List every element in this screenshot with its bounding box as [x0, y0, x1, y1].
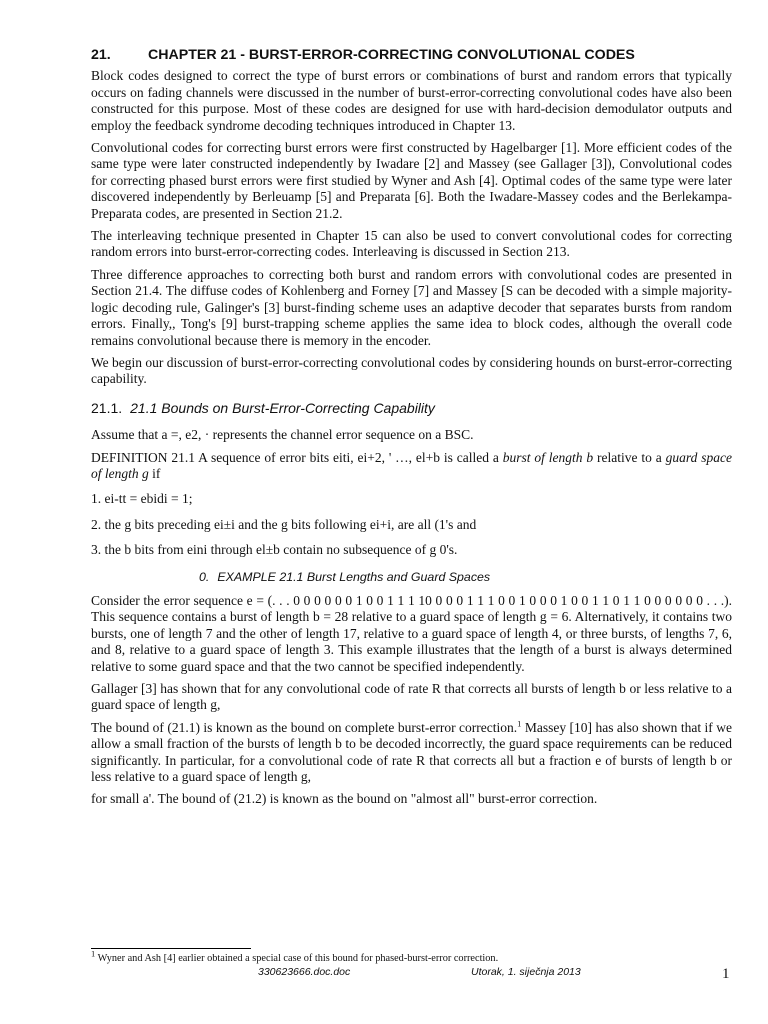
intro-paragraph-2: Convolutional codes for correcting burst errors were first constructed by Hagelbarger [1]. More efficient codes of the same type were later constructed independently by Iwadare [2] and Massey (see Gallager [3]), Convolutional codes for correcting phased burst errors were first studied by Wyner and Ash [4]. Optimal codes of the same type were later discovered independently by Berleuamp [5] and Preparata [6]. Both the Iwadare-Massey codes and the Berlekampa-Preparata codes, are presented in Section 21.2. — [91, 140, 732, 221]
example-title: EXAMPLE 21.1 Burst Lengths and Guard Spaces — [217, 569, 491, 584]
bound-paragraph — [91, 720, 732, 786]
footnote-mark: 1 — [91, 948, 96, 959]
footnote-reference[interactable]: 1 — [517, 718, 522, 729]
page-number: 1 — [722, 966, 730, 982]
condition-1: 1. ei-tt = ebidi = 1; — [91, 491, 193, 507]
chapter-heading — [91, 47, 732, 63]
definition-term-burst: burst of length b — [502, 449, 594, 465]
section-heading — [91, 400, 732, 416]
small-paragraph: for small a'. The bound of (21.2) is known as the bound on "almost all" burst-error correction. — [91, 791, 598, 807]
example-paragraph: Consider the error sequence e = (. . . 0 0 0 0 0 0 1 0 0 1 1 1 10 0 0 0 1 1 1 0 0 1 0 0 0 1 0 0 1 1 0 1 1 0 0 0 0 0 0 . . .). This sequence contains a burst of length b = 28 relative to a guard space of length g = 6. Alternatively, it contains two bursts, one of length 7 and the other of length 17, relative to a guard space of length 4, or three bursts, of lengths 7, 6, and 8, relative to a guard space of length 3. This example illustrates that the length of a burst is always determined relative to some guard space and that the two cannot be specified independently. — [91, 592, 732, 674]
section-number: 21.1. — [91, 399, 123, 416]
footnote — [91, 948, 499, 964]
footnote-separator — [91, 948, 251, 949]
definition-term-guard: guard space of length g — [91, 449, 732, 481]
footnote-text: Wyner and Ash [4] earlier obtained a special case of this bound for phased-burst-error correction. — [95, 953, 499, 964]
section-title: 21.1 Bounds on Burst-Error-Correcting Capability — [130, 399, 435, 416]
intro-paragraph-3: The interleaving technique presented in Chapter 15 can also be used to convert convolutional codes for correcting random errors into burst-error-correcting codes. Interleaving is discussed in Section 213. — [91, 228, 732, 260]
footer-date: Utorak, 1. siječnja 2013 — [471, 966, 581, 978]
chapter-number: 21. — [91, 47, 111, 63]
intro-paragraph-4: Three difference approaches to correcting both burst and random errors with convolutional codes are presented in Section 21.4. The diffuse codes of Kohlenberg and Forney [7] and Massey [S can be decoded with a simple majority-logic decoding rule, Galinger's [3] burst-finding scheme uses an adaptive decoder that separates bursts from random errors. Finally,, Tong's [9] burst-trapping scheme applies the same idea to block codes, although the overall code remains convolutional because there is memory in the encoder. — [91, 266, 732, 348]
chapter-title: CHAPTER 21 - BURST-ERROR-CORRECTING CONVOLUTIONAL CODES — [148, 47, 635, 63]
example-number: 0. — [199, 569, 210, 584]
example-heading — [199, 569, 732, 585]
footer-filename: 330623666.doc.doc — [258, 966, 351, 978]
definition-lead: DEFINITION 21.1 A sequence of error bits eiti, ei+2, ' …, el+b is called a — [91, 449, 503, 465]
definition-paragraph — [91, 450, 732, 483]
bound-text-before: The bound of (21.1) is known as the bound on complete burst-error correction. — [91, 719, 518, 735]
intro-paragraph-5: We begin our discussion of burst-error-correcting convolutional codes by considering hounds on burst-error-correcting capability. — [91, 354, 732, 387]
condition-2: 2. the g bits preceding ei±i and the g bits following ei+i, are all (1's and — [91, 516, 477, 532]
definition-tail: if — [148, 465, 161, 481]
definition-mid: relative to a — [593, 449, 666, 465]
gallager-paragraph: Gallager [3] has shown that for any convolutional code of rate R that corrects all bursts of length b or less relative to a guard space of length g, — [91, 681, 732, 713]
bound-text-after: Massey [10] has also shown that if we allow a small fraction of the bursts of length b to be decoded incorrectly, the guard space requirements can be reduced significantly. In particular, for a convolutional code of rate R that corrects all but a fraction e of bursts of length b or less relative to a guard space of length g, — [91, 719, 732, 785]
document-body — [91, 47, 732, 814]
condition-3: 3. the b bits from eini through el±b contain no subsequence of g 0's. — [91, 542, 458, 558]
assume-paragraph: Assume that a =, e2, · represents the channel error sequence on a BSC. — [91, 427, 474, 443]
intro-paragraph-1: Block codes designed to correct the type of burst errors or combinations of burst and random errors that typically occurs on fading channels were discussed in the number of burst-error-correcting convolutional codes have also been constructed for this purpose. Most of these codes are designed for use with hard-decision demodulator outputs and employ the feedback syndrome decoding techniques introduced in Chapter 13. — [91, 68, 732, 133]
